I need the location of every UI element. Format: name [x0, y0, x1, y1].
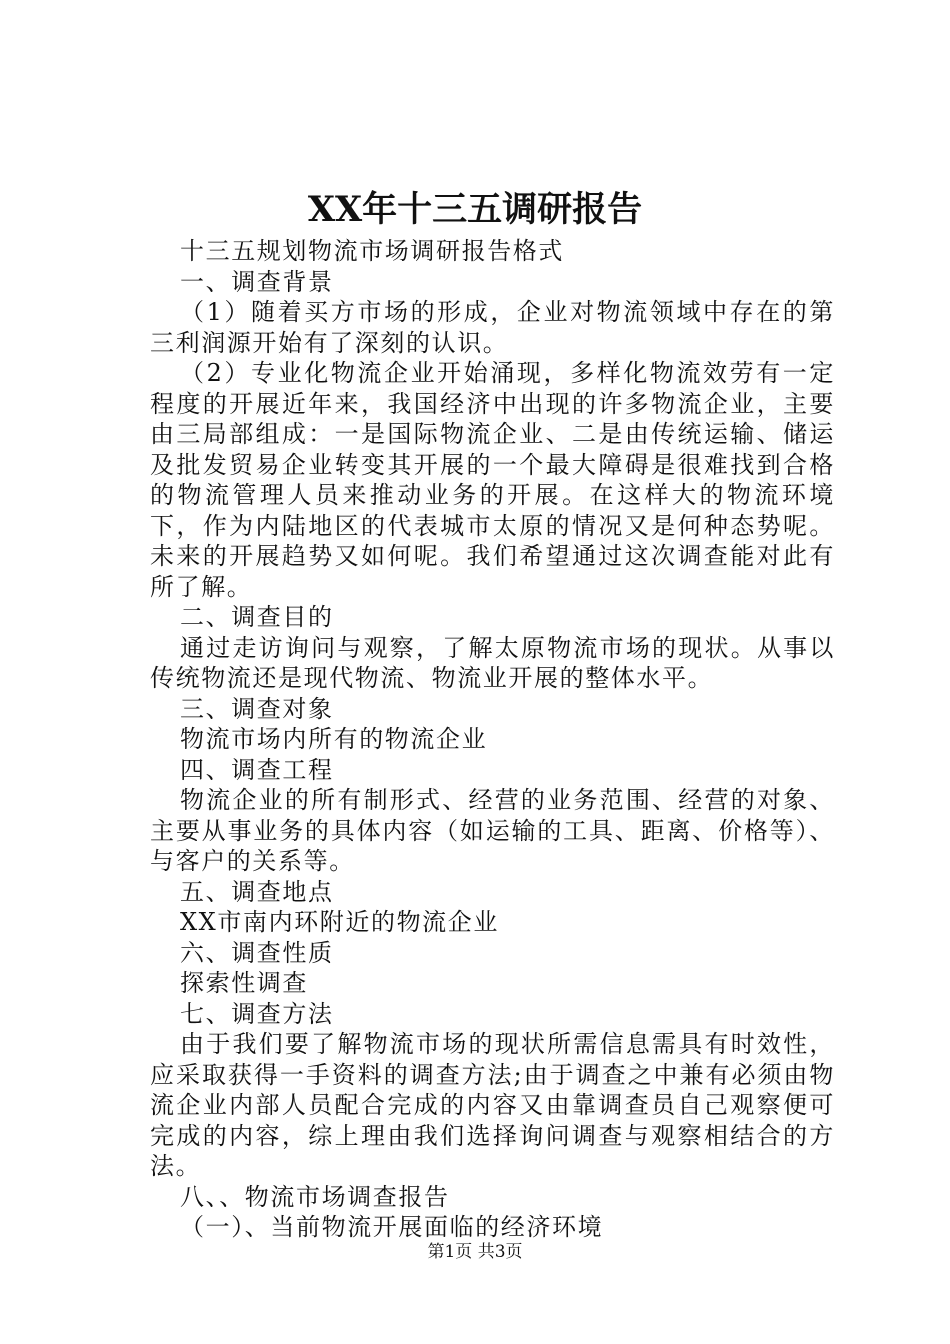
paragraph-purpose: 通过走访询问与观察，了解太原物流市场的现状。从事以传统物流还是现代物流、物流业开展的整体水平。 [150, 633, 835, 692]
section-heading-background: 一、调查背景 [180, 267, 334, 296]
section-heading-nature: 六、调查性质 [180, 938, 334, 967]
paragraph-object: 物流市场内所有的物流企业 [180, 725, 488, 753]
document-body [150, 236, 835, 1243]
page-footer: 第1页 共3页 [427, 1242, 523, 1262]
paragraph-location: XX市南内环附近的物流企业 [180, 908, 499, 936]
paragraph-background-1: （1）随着买方市场的形成，企业对物流领域中存在的第三利润源开始有了深刻的认识。 [150, 298, 835, 357]
section-heading-method: 七、调查方法 [180, 999, 334, 1028]
paragraph-subtitle: 十三五规划物流市场调研报告格式 [180, 237, 564, 265]
section-heading-items: 四、调查工程 [180, 755, 334, 784]
paragraph-background-2: （2）专业化物流企业开始涌现，多样化物流效劳有一定程度的开展近年来，我国经济中出现的许多物流企业，主要由三局部组成：一是国际物流企业、二是由传统运输、储运及批发贸易企业转变其开展的一个最大障碍是很难找到合格的物流管理人员来推动业务的开展。在这样大的物流环境下，作为内陆地区的代表城市太原的情况又是何种态势呢。未来的开展趋势又如何呢。我们希望通过这次调查能对此有所了解。 [150, 359, 835, 601]
section-heading-report: 八、、物流市场调查报告 [180, 1182, 450, 1211]
section-heading-object: 三、调查对象 [180, 694, 334, 723]
subsection-heading-environment: （一）、当前物流开展面临的经济环境 [180, 1213, 604, 1241]
section-heading-location: 五、调查地点 [180, 877, 334, 906]
document-title: XX年十三五调研报告 [307, 189, 643, 230]
paragraph-nature: 探索性调查 [180, 969, 308, 997]
paragraph-method: 由于我们要了解物流市场的现状所需信息需具有时效性，应采取获得一手资料的调查方法;由于调查之中兼有必须由物流企业内部人员配合完成的内容又由靠调查员自己观察便可完成的内容，综上理由我们选择询问调查与观察相结合的方法。 [150, 1030, 835, 1180]
paragraph-items: 物流企业的所有制形式、经营的业务范围、经营的对象、主要从事业务的具体内容（如运输的工具、距离、价格等）、与客户的关系等。 [150, 786, 835, 875]
section-heading-purpose: 二、调查目的 [180, 603, 334, 631]
